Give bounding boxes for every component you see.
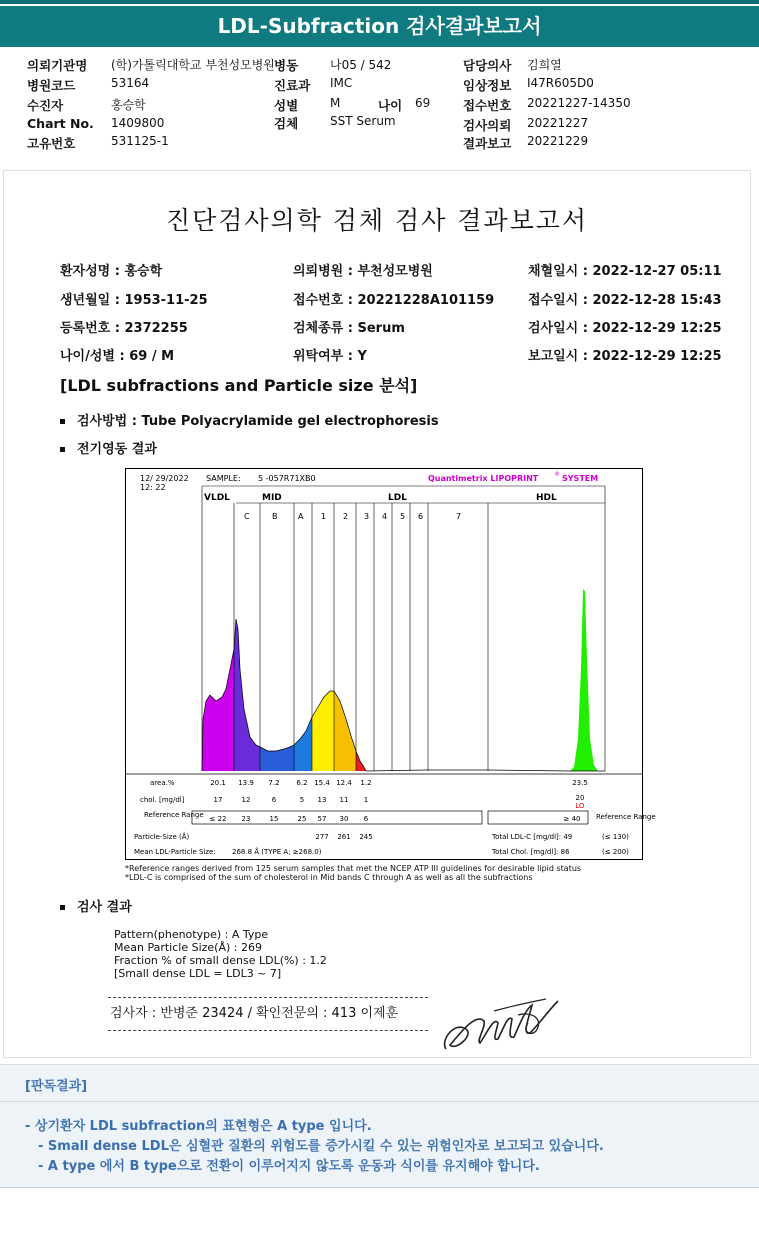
page-title: LDL-Subfraction 검사결과보고서 xyxy=(0,6,759,47)
bullet-icon xyxy=(60,419,65,424)
meta-label: 병동 xyxy=(274,58,299,73)
ref-value: 30 xyxy=(339,815,349,823)
handwritten-signature xyxy=(436,991,566,1057)
area-value: 1.2 xyxy=(360,779,372,787)
baseline-trace xyxy=(366,770,605,771)
meta-value: 20221229 xyxy=(527,134,589,148)
patient-info: 환자성명 : 홍승학 xyxy=(60,264,163,279)
ref-values xyxy=(210,815,369,823)
row-label-psize: Particle-Size (Å) xyxy=(134,833,190,841)
row-label-ref: Reference Range xyxy=(144,811,204,819)
result-line: Fraction % of small dense LDL(%) : 1.2 xyxy=(114,954,327,967)
band-dividers xyxy=(202,486,605,771)
interpretation-line: - A type 에서 B type으로 전환이 이루어지지 않도록 운동과 식이를 유지해야 합니다. xyxy=(38,1159,540,1174)
meta-label: 담당의사 xyxy=(463,58,512,73)
meta-label: 의뢰기관명 xyxy=(27,58,88,73)
hdl-ref: ≥ 40 xyxy=(563,815,581,823)
mid-c-peak xyxy=(234,619,260,771)
report-document xyxy=(3,170,751,1058)
sample-label: SAMPLE: xyxy=(206,474,241,483)
meta-label: 성별 xyxy=(274,98,299,113)
meta-value: (학)가톨릭대학교 부천성모병원 xyxy=(111,58,275,72)
hdl-flag: LO xyxy=(575,802,585,810)
band-label-4: 4 xyxy=(382,512,388,521)
row-label-mean: Mean LDL-Particle Size: xyxy=(134,848,216,856)
chol-value: 1 xyxy=(363,796,369,804)
ldl1-peak xyxy=(312,691,334,771)
interpretation-line: - 상기환자 LDL subfraction의 표현형은 A type 입니다. xyxy=(25,1119,372,1134)
meta-label: Chart No. xyxy=(27,116,94,131)
title-bar-accent xyxy=(0,0,759,4)
mid-a-peak xyxy=(294,717,312,771)
patient-info: 위탁여부 : Y xyxy=(293,349,367,364)
result-heading: 검사 결과 xyxy=(77,900,132,915)
ldl2-peak xyxy=(334,691,356,771)
region-ldl: LDL xyxy=(388,493,407,503)
meta-label: 고유번호 xyxy=(27,136,76,151)
hdl-peak xyxy=(570,589,598,771)
hdl-chol: 20 xyxy=(575,794,585,802)
section-title: [LDL subfractions and Particle size 분석] xyxy=(60,376,418,395)
patient-info: 접수일시 : 2022-12-28 15:43 xyxy=(528,293,722,308)
meta-value: 홍승학 xyxy=(111,98,146,112)
request-meta xyxy=(0,56,759,152)
hdl-area: 23.5 xyxy=(572,779,588,787)
result-line: Pattern(phenotype) : A Type xyxy=(114,928,269,941)
densitometry-svg xyxy=(126,469,656,859)
method-text: 검사방법 : Tube Polyacrylamide gel electrophoresis xyxy=(77,414,439,429)
ref-value: 57 xyxy=(317,815,327,823)
particle-size-value: 277 xyxy=(315,833,329,841)
chol-value: 5 xyxy=(299,796,305,804)
row-label-chol: chol. [mg/dl] xyxy=(140,796,185,804)
brand-name: Quantimetrix LIPOPRINT xyxy=(428,474,539,483)
meta-label: 진료과 xyxy=(274,78,311,93)
area-values xyxy=(210,779,371,787)
ref-value: 23 xyxy=(241,815,251,823)
bullet-icon xyxy=(60,447,65,452)
meta-label: 검사의뢰 xyxy=(463,118,512,133)
particle-size-values xyxy=(315,833,372,841)
particle-size-value: 261 xyxy=(337,833,351,841)
ref-value: ≤ 22 xyxy=(209,815,227,823)
meta-value: SST Serum xyxy=(330,114,396,128)
report-title: 진단검사의학 검체 검사 결과보고서 xyxy=(165,206,589,235)
patient-info: 보고일시 : 2022-12-29 12:25 xyxy=(528,349,722,364)
particle-size-value: 245 xyxy=(359,833,373,841)
patient-info: 의뢰병원 : 부천성모병원 xyxy=(293,264,433,279)
chol-value: 13 xyxy=(317,796,327,804)
mean-size: 268.8 Å (TYPE A; ≥268.0) xyxy=(232,848,322,856)
density-traces xyxy=(202,589,605,771)
ref-value: 6 xyxy=(363,815,369,823)
method-bullet xyxy=(60,410,439,429)
ref-value: 25 xyxy=(297,815,307,823)
region-mid: MID xyxy=(262,493,282,503)
total-ldl: Total LDL-C [mg/dl]: 49 xyxy=(492,833,573,841)
result-line: [Small dense LDL = LDL3 ~ 7] xyxy=(114,967,282,980)
meta-value: 531125-1 xyxy=(111,134,169,148)
chart-time: 12: 22 xyxy=(140,483,166,492)
region-hdl: HDL xyxy=(536,493,557,503)
brand-sup: ® xyxy=(554,471,560,478)
total-chol: Total Chol. [mg/dl]: 86 xyxy=(492,848,570,856)
band-label-3: 3 xyxy=(364,512,370,521)
patient-info: 나이/성별 : 69 / M xyxy=(60,349,175,364)
meta-label: 병원코드 xyxy=(27,78,76,93)
patient-info: 접수번호 : 20221228A101159 xyxy=(293,293,495,308)
result-block xyxy=(114,928,327,980)
patient-info: 검사일시 : 2022-12-29 12:25 xyxy=(528,321,722,336)
footnotes xyxy=(125,864,581,882)
meta-value: 53164 xyxy=(111,76,150,90)
total-chol-ref: (≤ 200) xyxy=(602,848,629,856)
row-label-area: area.% xyxy=(150,779,175,787)
area-value: 12.4 xyxy=(336,779,352,787)
sample-id: 5 -057R71XB0 xyxy=(258,474,316,483)
band-label-b: B xyxy=(272,512,278,521)
meta-value: 김희열 xyxy=(527,58,562,72)
result-bullet xyxy=(60,896,132,915)
meta-value: 20221227 xyxy=(527,116,589,130)
band-label-1: 1 xyxy=(321,512,327,521)
interpretation-heading: [판독결과] xyxy=(25,1079,88,1094)
meta-value: M xyxy=(330,96,341,110)
meta-value: 1409800 xyxy=(111,116,165,130)
area-value: 6.2 xyxy=(296,779,308,787)
area-value: 20.1 xyxy=(210,779,226,787)
meta-label: 나이 xyxy=(378,98,403,113)
signer-line: 검사자 : 반병준 23424 / 확인전문의 : 413 이제훈 xyxy=(108,997,428,1031)
area-value: 13.9 xyxy=(238,779,254,787)
meta-label: 결과보고 xyxy=(463,136,512,151)
electro-bullet xyxy=(60,438,157,457)
meta-label: 검체 xyxy=(274,116,299,131)
total-ldl-ref: (≤ 130) xyxy=(602,833,629,841)
band-labels xyxy=(244,512,461,521)
chol-values xyxy=(214,796,369,804)
band-label-2: 2 xyxy=(343,512,349,521)
footnote: *LDL-C is comprised of the sum of cholesterol in Mid bands C through A as well as all the subfractions xyxy=(125,873,533,882)
chart-date: 12/ 29/2022 xyxy=(140,474,189,483)
interpretation-header xyxy=(0,1065,759,1102)
meta-value: 69 xyxy=(415,96,431,110)
interpretation-line: - Small dense LDL은 심혈관 질환의 위험도를 증가시킬 수 있는 위험인자로 보고되고 있습니다. xyxy=(38,1139,604,1154)
chol-value: 17 xyxy=(213,796,223,804)
footnote: *Reference ranges derived from 125 serum samples that met the NCEP ATP III guidelines for desirable lipid status xyxy=(125,864,582,873)
band-label-a: A xyxy=(298,512,304,521)
interpretation-panel xyxy=(0,1064,759,1188)
result-line: Mean Particle Size(Å) : 269 xyxy=(114,941,262,954)
electro-text: 전기영동 결과 xyxy=(77,442,157,457)
ref-range-box xyxy=(192,811,482,824)
bullet-icon xyxy=(60,905,65,910)
region-vldl: VLDL xyxy=(204,493,230,503)
band-label-6: 6 xyxy=(418,512,424,521)
patient-info: 채혈일시 : 2022-12-27 05:11 xyxy=(528,264,722,279)
meta-value: I47R605D0 xyxy=(527,76,594,90)
chol-value: 11 xyxy=(339,796,349,804)
band-label-7: 7 xyxy=(456,512,462,521)
mid-b-peak xyxy=(260,745,294,771)
meta-value: IMC xyxy=(330,76,353,90)
hdl-ref-label: Reference Range xyxy=(596,813,656,821)
meta-label: 임상정보 xyxy=(463,78,512,93)
ref-value: 15 xyxy=(269,815,279,823)
meta-value: 20221227-14350 xyxy=(527,96,631,110)
meta-label: 수진자 xyxy=(27,98,64,113)
brand-system: SYSTEM xyxy=(562,474,599,483)
band-label-5: 5 xyxy=(400,512,406,521)
band-label-c: C xyxy=(244,512,250,521)
patient-info: 등록번호 : 2372255 xyxy=(60,321,188,336)
title-bar xyxy=(0,0,759,50)
vldl-peak xyxy=(202,649,234,771)
area-value: 15.4 xyxy=(314,779,330,787)
chol-value: 12 xyxy=(241,796,251,804)
electrophoresis-chart xyxy=(125,468,656,860)
area-value: 7.2 xyxy=(268,779,280,787)
chol-value: 6 xyxy=(271,796,277,804)
patient-info: 생년월일 : 1953-11-25 xyxy=(60,293,208,308)
meta-value: 나05 / 542 xyxy=(330,58,392,72)
meta-label: 접수번호 xyxy=(463,98,512,113)
patient-info: 검체종류 : Serum xyxy=(293,321,405,336)
